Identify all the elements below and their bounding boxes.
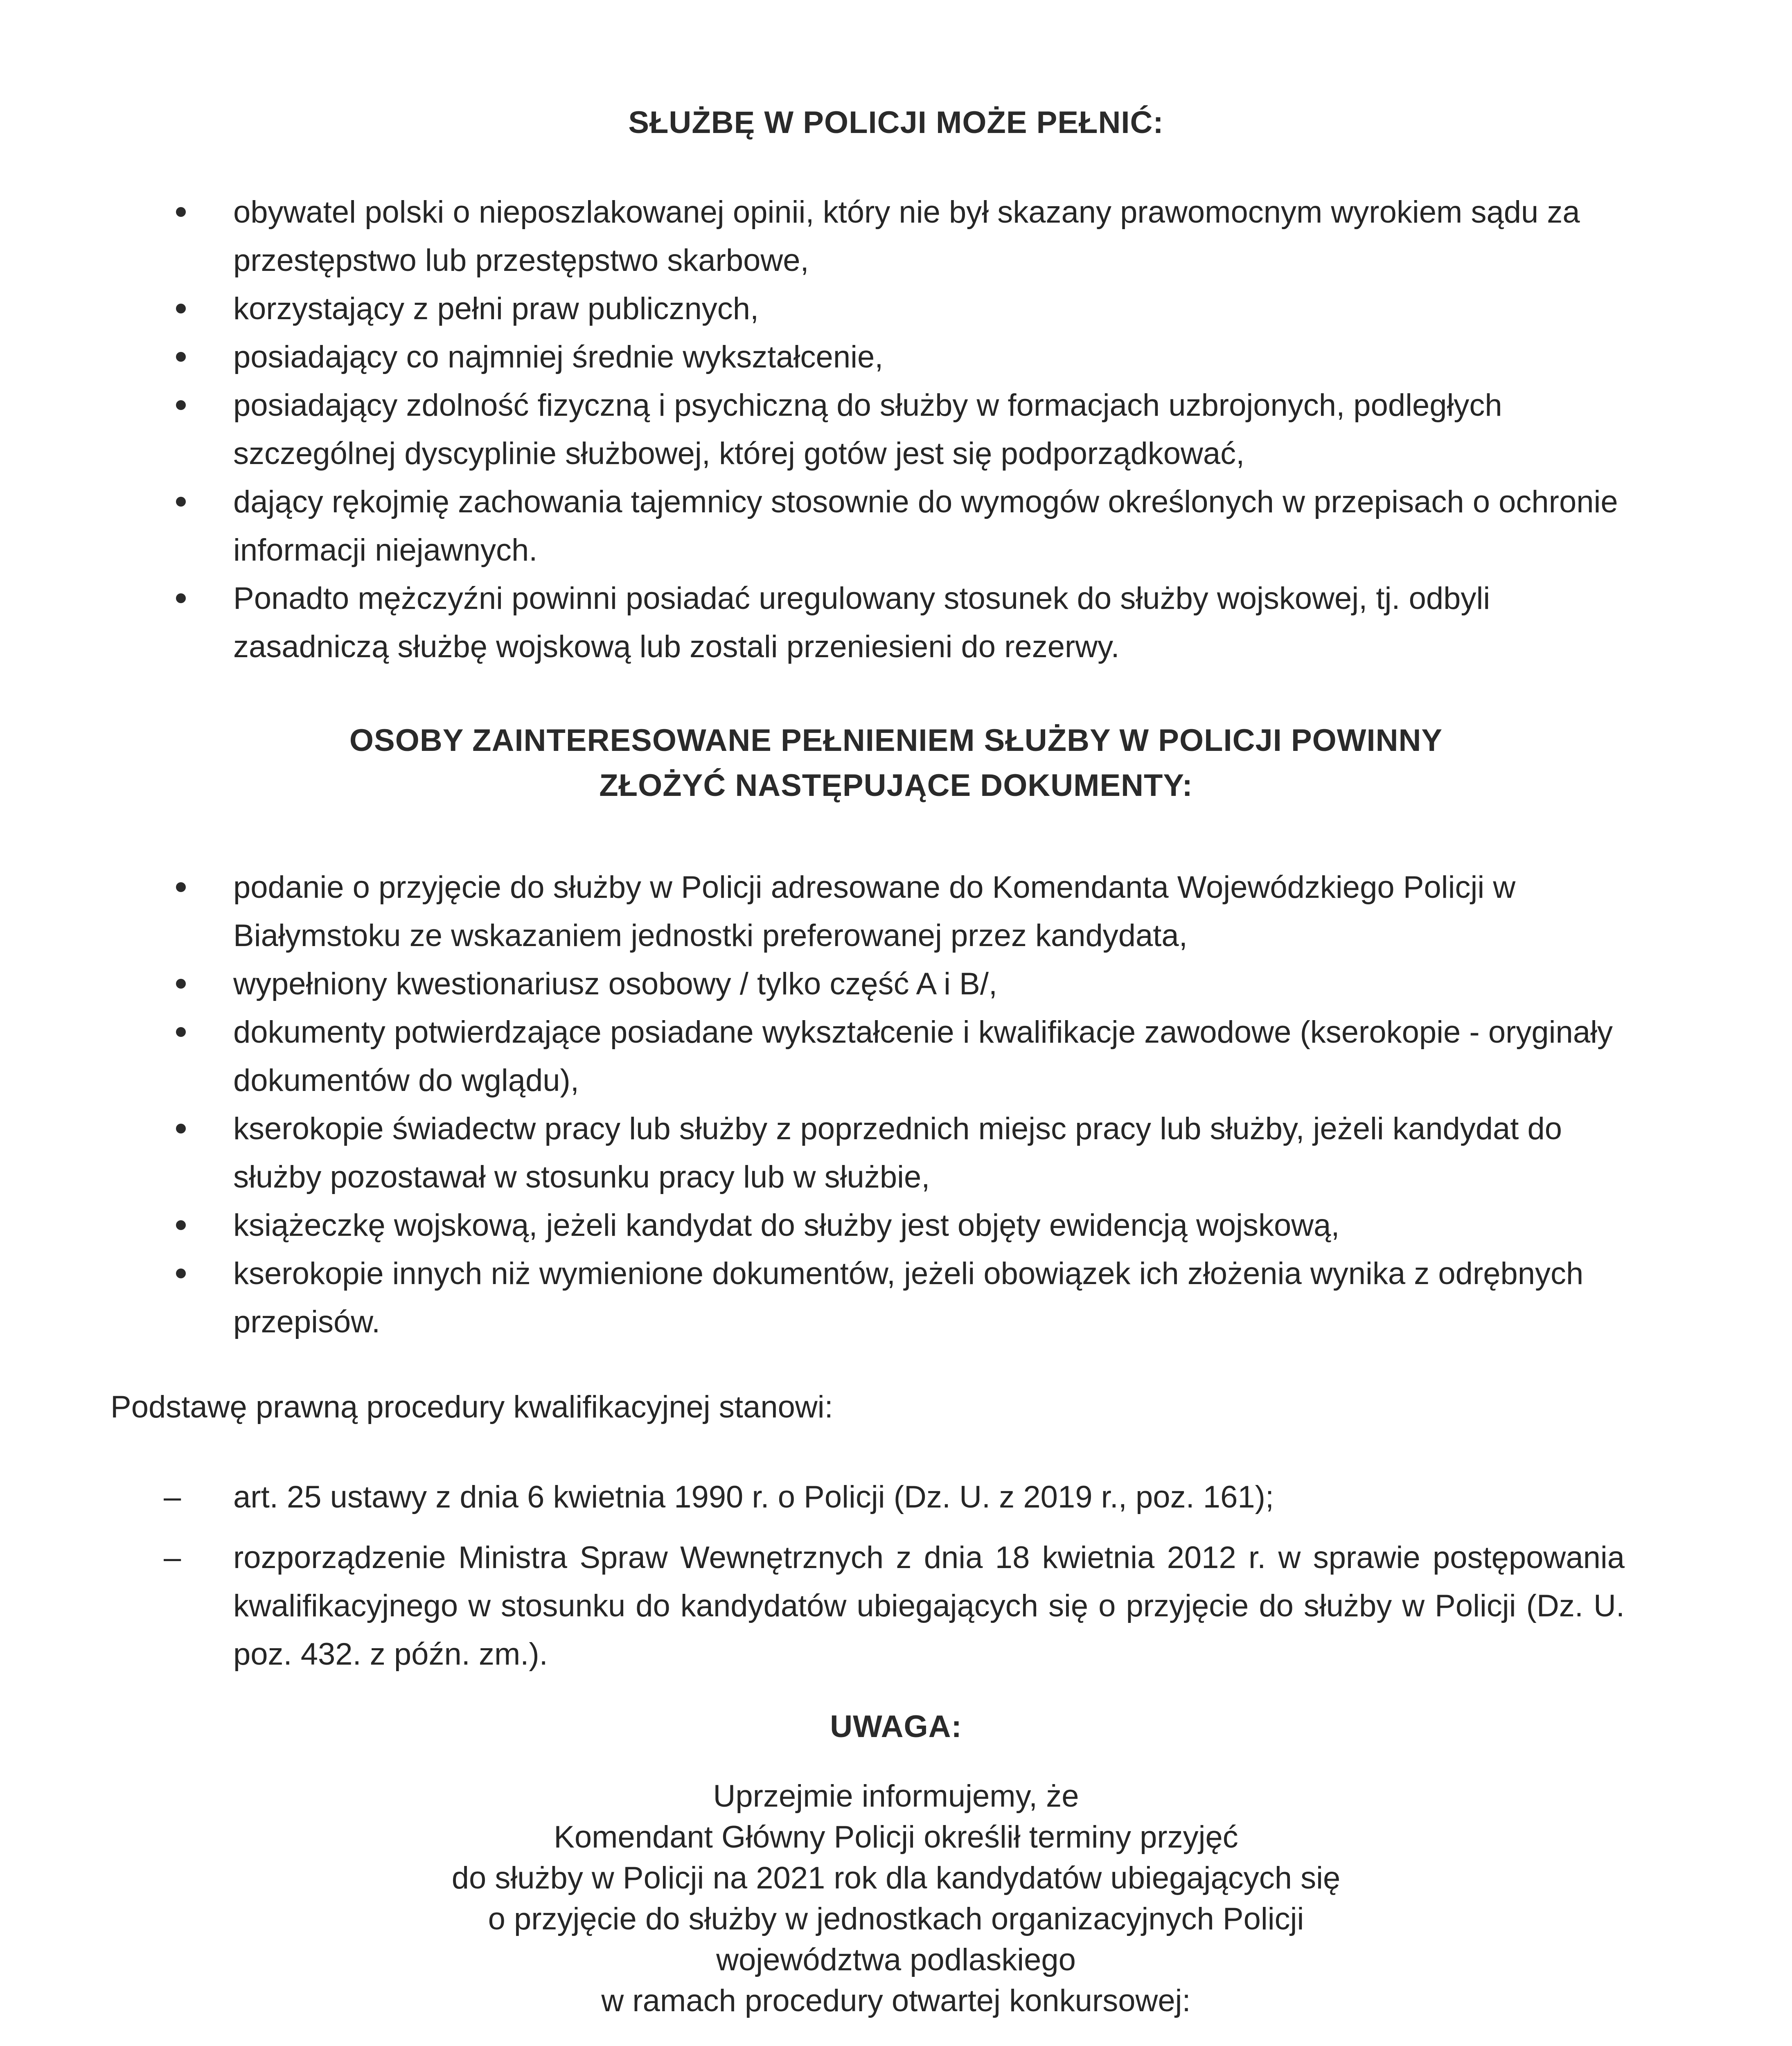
bullet-icon <box>176 1269 186 1278</box>
legal-list <box>164 1473 1625 1679</box>
list-item: Ponadto mężczyźni powinni posiadać uregulowany stosunek do służby wojskowej, tj. odbyli zasadniczą służbę wojskową lub zostali przeniesieni do rezerwy. <box>172 575 1625 671</box>
notice-line: Komendant Główny Policji określił terminy przyjęć <box>554 1820 1238 1854</box>
list-item: dający rękojmię zachowania tajemnicy stosownie do wymogów określonych w przepisach o ochronie informacji niejawnych. <box>172 478 1625 575</box>
bullet-icon <box>176 207 186 217</box>
list-item: obywatel polski o nieposzlakowanej opinii, który nie był skazany prawomocnym wyrokiem sądu za przestępstwo lub przestępstwo skarbowe, <box>172 188 1625 285</box>
list-item: posiadający co najmniej średnie wykształcenie, <box>172 333 1625 381</box>
notice-line: Uprzejmie informujemy, że <box>713 1779 1079 1814</box>
list-item: posiadający zdolność fizyczną i psychiczną do służby w formacjach uzbrojonych, podległych szczególnej dyscyplinie służbowej, której gotów jest się podporządkować, <box>172 381 1625 478</box>
list-item: podanie o przyjęcie do służby w Policji adresowane do Komendanta Wojewódzkiego Policji w Białymstoku ze wskazaniem jednostki preferowanej przez kandydata, <box>172 863 1625 960</box>
notice-line: o przyjęcie do służby w jednostkach organizacyjnych Policji <box>488 1902 1304 1936</box>
legal-intro: Podstawę prawną procedury kwalifikacyjnej stanowi: <box>110 1390 833 1424</box>
list-item: – rozporządzenie Ministra Spraw Wewnętrznych z dnia 18 kwietnia 2012 r. w sprawie postępowania kwalifikacyjnego w stosunku do kandydatów ubiegających się o przyjęcie do służby w Policji (Dz. U. poz. 432. z późn. zm.). <box>172 1534 1625 1679</box>
list-item: książeczkę wojskową, jeżeli kandydat do służby jest objęty ewidencją wojskową, <box>172 1201 1625 1250</box>
bullet-icon <box>176 1027 186 1037</box>
bullet-icon <box>176 1220 186 1230</box>
eligibility-list <box>172 188 1625 671</box>
notice-line: w ramach procedury otwartej konkursowej: <box>601 1983 1191 2018</box>
notice-line: do służby w Policji na 2021 rok dla kandydatów ubiegających się <box>451 1861 1341 1895</box>
section2-heading-line2: ZŁOŻYĆ NASTĘPUJĄCE DOKUMENTY: <box>599 768 1193 803</box>
notice-heading: UWAGA: <box>830 1709 962 1744</box>
bullet-icon <box>176 400 186 410</box>
list-item: wypełniony kwestionariusz osobowy / tylko część A i B/, <box>172 960 1625 1008</box>
list-item: dokumenty potwierdzające posiadane wykształcenie i kwalifikacje zawodowe (kserokopie - oryginały dokumentów do wglądu), <box>172 1008 1625 1105</box>
list-item: korzystający z pełni praw publicznych, <box>172 285 1625 333</box>
bullet-icon <box>176 497 186 507</box>
bullet-icon <box>176 979 186 989</box>
dash-icon: – <box>164 1480 181 1514</box>
documents-list <box>172 863 1625 1346</box>
bullet-icon <box>176 882 186 892</box>
bullet-icon <box>176 304 186 313</box>
notice-line: województwa podlaskiego <box>716 1942 1076 1977</box>
bullet-icon <box>176 593 186 603</box>
list-item: – art. 25 ustawy z dnia 6 kwietnia 1990 r. o Policji (Dz. U. z 2019 r., poz. 161); <box>172 1473 1625 1521</box>
bullet-icon <box>176 1124 186 1133</box>
bullet-icon <box>176 352 186 362</box>
section2-heading-line1: OSOBY ZAINTERESOWANE PEŁNIENIEM SŁUŻBY W POLICJI POWINNY <box>349 723 1443 758</box>
list-item: kserokopie innych niż wymienione dokumentów, jeżeli obowiązek ich złożenia wynika z odrębnych przepisów. <box>172 1250 1625 1346</box>
dash-icon: – <box>164 1540 181 1575</box>
list-item: kserokopie świadectw pracy lub służby z poprzednich miejsc pracy lub służby, jeżeli kandydat do służby pozostawał w stosunku pracy lub w służbie, <box>172 1105 1625 1201</box>
section1-heading: SŁUŻBĘ W POLICJI MOŻE PEŁNIĆ: <box>628 105 1164 140</box>
